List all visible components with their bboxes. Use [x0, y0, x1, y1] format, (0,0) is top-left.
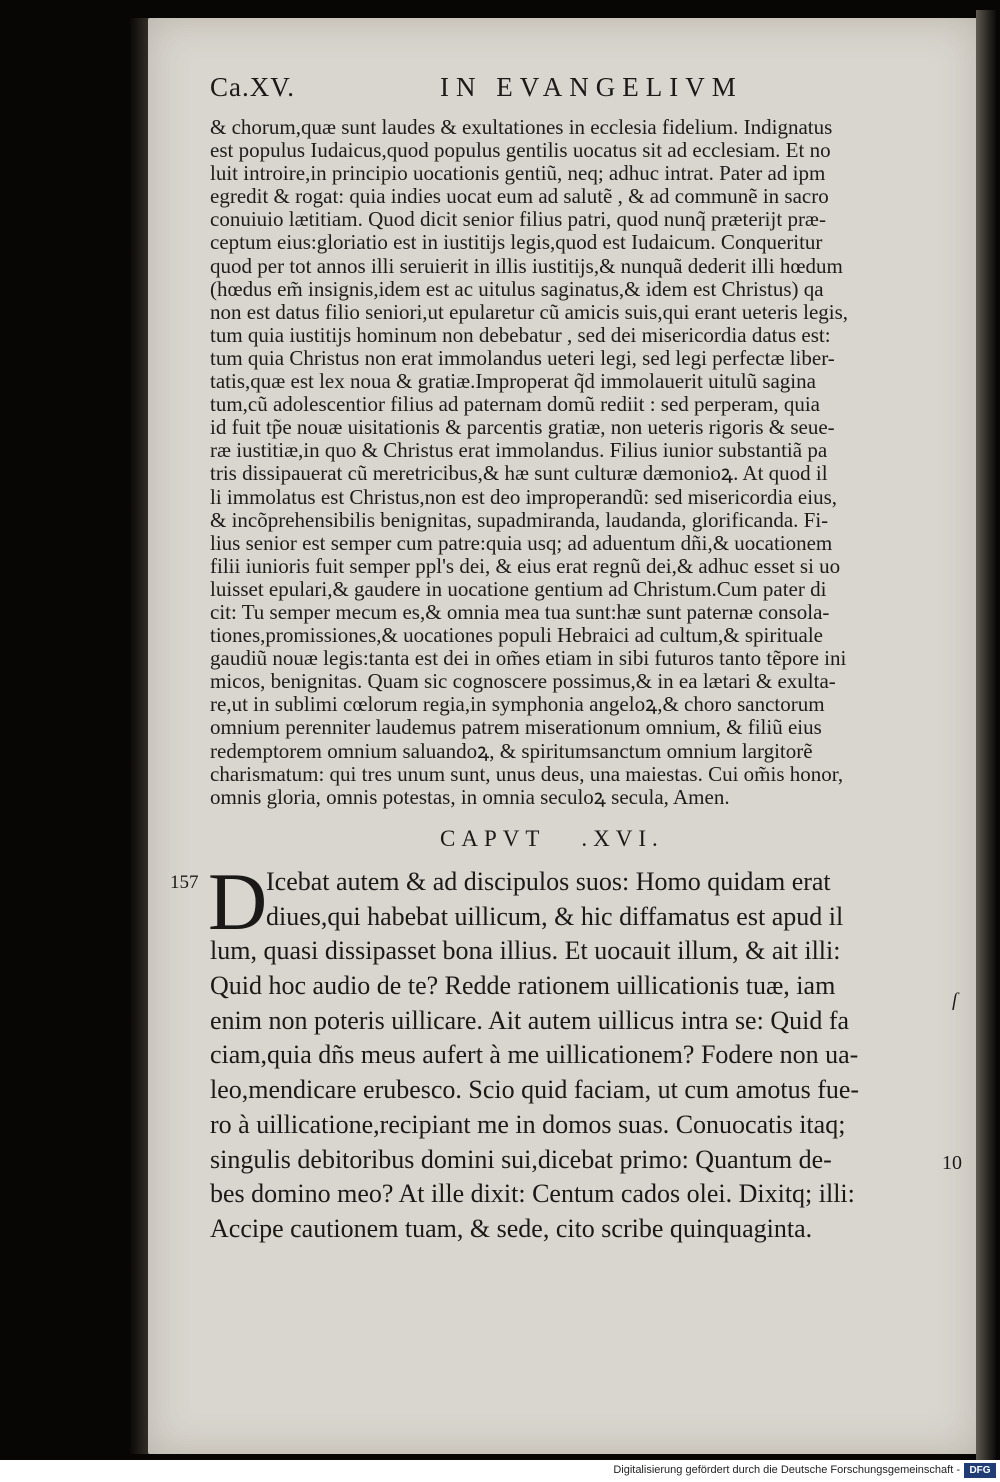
chapter-number: .XVI.	[581, 826, 664, 851]
text-line: redemptorem omnium saluandoꝝ, & spiritumsanctum omnium largitorẽ	[210, 739, 813, 763]
text-line: id fuit tp̃e nouæ uisitationis & parcentis gratiæ, non ueteris rigoris & seue-	[210, 416, 835, 440]
text-line: tatis,quæ est lex noua & gratiæ.Improperat q̃d immolauerit uitulũ sagina	[210, 370, 816, 394]
text-line: re,ut in sublimi cœlorum regia,in symphonia angeloꝝ,& choro sanctorum	[210, 693, 825, 717]
text-line: ræ iustitiæ,in quo & Christus erat immolandus. Filius iunior substantiã pa	[210, 439, 828, 463]
header-title: IN EVANGELIVM	[440, 72, 743, 102]
gospel-line: diues,qui habebat uillicum, & hic diffamatus est apud il	[266, 901, 844, 931]
chapter-word: CAPVT	[440, 826, 546, 851]
text-line: & chorum,quæ sunt laudes & exultationes in ecclesia fidelium. Indignatus	[210, 116, 833, 139]
gospel-line: Quid hoc audio de te? Redde rationem uillicationis tuæ, iam	[210, 971, 836, 1001]
gospel-line: enim non poteris uillicare. Ait autem uillicus intra se: Quid fa	[210, 1005, 850, 1035]
margin-verse-marker: 10	[942, 1152, 962, 1174]
text-line: omnis gloria, omnis potestas, in omnia seculoꝝ secula, Amen.	[210, 785, 730, 809]
gospel-text-block	[210, 865, 945, 1247]
running-header	[210, 72, 800, 108]
drop-cap-initial: D	[208, 856, 268, 947]
text-line: luit introire,in principio uocationis gentiũ, neq; adhuc intrat. Pater ad ipm	[210, 162, 826, 186]
text-line: est populus Iudaicus,quod populus gentilis uocatus sit ad ecclesiam. Et no	[210, 139, 831, 163]
text-line: tum,cũ adolescentior filius ad paternam domũ rediit : sed perperam, quia	[210, 393, 820, 417]
text-line: quod per tot annos illi seruierit in illis iustitijs,& nunquã dederit illi hœdum	[210, 254, 843, 278]
page-edge	[976, 10, 996, 1460]
text-line: cit: Tu semper mecum es,& omnia mea tua sunt:hæ sunt paternæ consola-	[210, 600, 830, 624]
chapter-heading	[440, 826, 740, 852]
dfg-logo-icon: DFG	[964, 1463, 996, 1478]
gospel-line: ro à uillicatione,recipiant me in domos suas. Conuocatis itaq;	[210, 1109, 846, 1139]
text-line: conuiuio lætitiam. Quod dicit senior filius patri, quod nunq̃ præterijt præ-	[210, 208, 826, 232]
text-line: li immolatus est Christus,non est deo improperandũ: sed misericordia eius,	[210, 485, 837, 509]
text-line: luisset epulari,& gaudere in uocatione gentium ad Christum.Cum pater di	[210, 577, 827, 601]
text-line: tiones,promissiones,& uocationes populi Hebraici ad cultum,& spirituale	[210, 624, 823, 648]
commentary-text-block	[210, 116, 945, 809]
footer-credit: Digitalisierung gefördert durch die Deutsche Forschungsgemeinschaft -	[613, 1464, 960, 1476]
text-line: ceptum eius:gloriatio est in iustitijs legis,quod est Iudaicum. Conqueritur	[210, 231, 823, 255]
text-line: lius senior est semper cum patre:quia usq; ad aduentum dñi,& uocationem	[210, 531, 833, 555]
gospel-line: ciam,quia dñs meus aufert à me uillicationem? Fodere non ua-	[210, 1040, 859, 1070]
gospel-line: bes domino meo? At ille dixit: Centum cados olei. Dixitq; illi:	[210, 1179, 855, 1209]
text-line: egredit & rogat: quia indies uocat eum ad salutẽ , & ad communẽ in sacro	[210, 185, 829, 209]
text-line: gaudiũ nouæ legis:tanta est dei in om̃es etiam in sibi futuros tanto tẽpore ini	[210, 647, 847, 671]
text-line: micos, benignitas. Quam sic cognoscere possimus,& in ea lætari & exulta-	[210, 670, 836, 694]
header-chapter-ref: Ca.XV.	[210, 72, 296, 102]
gospel-line: singulis debitoribus domini sui,dicebat primo: Quantum de-	[210, 1144, 832, 1174]
gospel-line: lum, quasi dissipasset bona illius. Et uocauit illum, & ait illi:	[210, 936, 841, 966]
gospel-line: Accipe cautionem tuam, & sede, cito scribe quinquaginta.	[210, 1213, 813, 1243]
text-line: filii iunioris fuit semper ppl's dei, & eius erat regnũ dei,& adhuc esset si uo	[210, 554, 841, 578]
text-line: tum quia Christus non erat immolandus ueteri legi, sed legi perfectæ liber-	[210, 346, 835, 370]
text-line: & incõprehensibilis benignitas, supadmiranda, laudanda, glorificanda. Fi-	[210, 508, 829, 532]
verse-number: 157	[170, 872, 199, 893]
text-line: tris dissipauerat cũ meretricibus,& hæ sunt culturæ dæmonioꝝ. At quod il	[210, 462, 828, 486]
text-line: omnium perenniter laudemus patrem miserationum omnium, & filiũ eius	[210, 716, 822, 740]
text-line: charismatum: qui tres unum sunt, unus deus, una maiestas. Cui om̃is honor,	[210, 762, 844, 786]
gospel-line: Icebat autem & ad discipulos suos: Homo quidam erat	[266, 867, 831, 896]
gospel-line: leo,mendicare erubesco. Scio quid faciam, ut cum amotus fue-	[210, 1075, 860, 1105]
digitization-footer	[0, 1460, 1000, 1482]
text-line: (hœdus em̃ insignis,idem est ac uitulus saginatus,& idem est Christus) qa	[210, 277, 824, 301]
text-line: non est datus filio seniori,ut epularetur cũ amicis suis,qui erant ueteris legis,	[210, 300, 849, 324]
text-line: tum quia iustitijs hominum non debebatur , sed dei misericordia datus est:	[210, 323, 831, 347]
margin-verse-marker: ſ	[952, 990, 958, 1011]
